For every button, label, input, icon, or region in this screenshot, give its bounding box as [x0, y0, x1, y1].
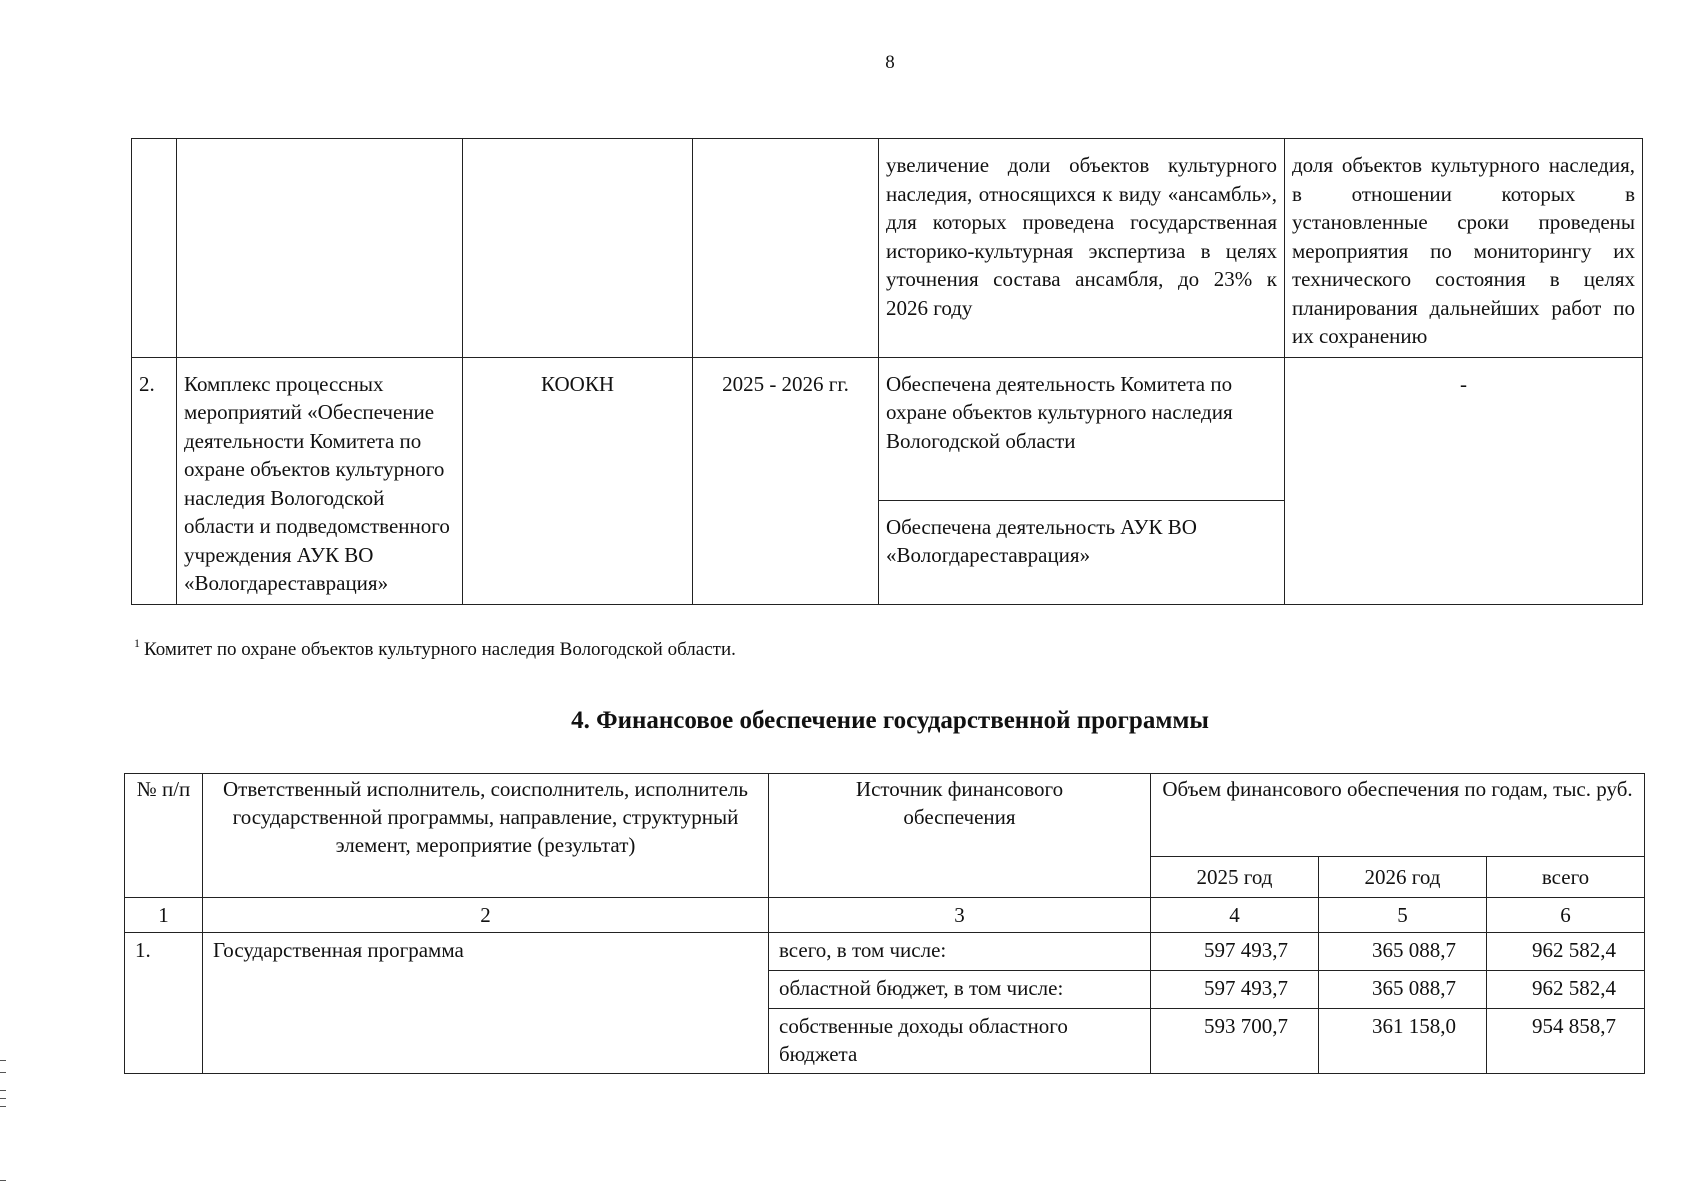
scan-mark	[0, 1090, 6, 1091]
cell-total: 962 582,4	[1487, 933, 1645, 971]
section-title: 4. Финансовое обеспечение государственной программы	[571, 707, 1209, 734]
cell-number	[132, 139, 177, 358]
column-number-row	[125, 898, 1645, 933]
header-year-2025: 2025 год	[1151, 857, 1319, 898]
cell-number: 1.	[125, 933, 203, 1074]
finance-table	[124, 773, 1645, 1074]
column-number: 1	[125, 898, 203, 933]
cell-name: Комплекс процессных мероприятий «Обеспечение деятельности Комитета по охране объектов культурного наследия Вологодской области и подведомственного учреждения АУК ВО «Вологдареставрация»	[177, 357, 463, 604]
cell-2026: 361 158,0	[1319, 1009, 1487, 1074]
scan-mark	[0, 1106, 6, 1107]
footnote-text: Комитет по охране объектов культурного наследия Вологодской области.	[144, 639, 736, 660]
cell-number: 2.	[132, 357, 177, 604]
cell-source: областной бюджет, в том числе:	[769, 971, 1151, 1009]
scan-mark	[0, 1060, 6, 1061]
cell-total: 954 858,7	[1487, 1009, 1645, 1074]
cell-period	[693, 139, 879, 358]
header-row	[125, 774, 1645, 857]
footnote-mark: 1	[134, 636, 140, 650]
header-volume: Объем финансового обеспечения по годам, тыс. руб.	[1151, 774, 1645, 857]
cell-result-1: Обеспечена деятельность Комитета по охране объектов культурного наследия Вологодской области	[879, 357, 1285, 500]
scan-mark	[0, 1180, 6, 1181]
page-number: 8	[885, 52, 895, 73]
column-number: 3	[769, 898, 1151, 933]
cell-name	[177, 139, 463, 358]
cell-executor: КООКН	[463, 357, 693, 604]
cell-2025: 597 493,7	[1151, 933, 1319, 971]
cell-result-2: Обеспечена деятельность АУК ВО «Вологдареставрация»	[879, 500, 1285, 604]
table-row	[132, 357, 1643, 500]
table-row	[132, 139, 1643, 358]
header-number: № п/п	[125, 774, 203, 898]
cell-indicator: доля объектов культурного наследия, в отношении которых в установленные сроки проведены мероприятия по мониторингу их технического состояния в целях планирования дальнейших работ по их сохранению	[1285, 139, 1643, 358]
cell-name: Государственная программа	[203, 933, 769, 1074]
scan-mark	[0, 1098, 6, 1099]
column-number: 2	[203, 898, 769, 933]
cell-2025: 593 700,7	[1151, 1009, 1319, 1074]
cell-total: 962 582,4	[1487, 971, 1645, 1009]
header-source: Источник финансового обеспечения	[769, 774, 1151, 898]
cell-2026: 365 088,7	[1319, 933, 1487, 971]
cell-executor	[463, 139, 693, 358]
cell-2026: 365 088,7	[1319, 971, 1487, 1009]
cell-2025: 597 493,7	[1151, 971, 1319, 1009]
column-number: 6	[1487, 898, 1645, 933]
column-number: 4	[1151, 898, 1319, 933]
scan-mark	[0, 1072, 6, 1073]
column-number: 5	[1319, 898, 1487, 933]
header-year-2026: 2026 год	[1319, 857, 1487, 898]
cell-source: всего, в том числе:	[769, 933, 1151, 971]
header-total: всего	[1487, 857, 1645, 898]
cell-result: увеличение доли объектов культурного наследия, относящихся к виду «ансамбль», для которых проведена государственная историко-культурная экспертиза в целях уточнения состава ансамбля, до 23% к 2026 году	[879, 139, 1285, 358]
cell-period: 2025 - 2026 гг.	[693, 357, 879, 604]
table-row	[125, 933, 1645, 971]
footnote	[134, 636, 736, 661]
cell-source: собственные доходы областного бюджета	[769, 1009, 1151, 1074]
header-executor: Ответственный исполнитель, соисполнитель, исполнитель государственной программы, направление, структурный элемент, мероприятие (результат)	[203, 774, 769, 898]
cell-indicator: -	[1285, 357, 1643, 604]
results-table	[131, 138, 1643, 605]
